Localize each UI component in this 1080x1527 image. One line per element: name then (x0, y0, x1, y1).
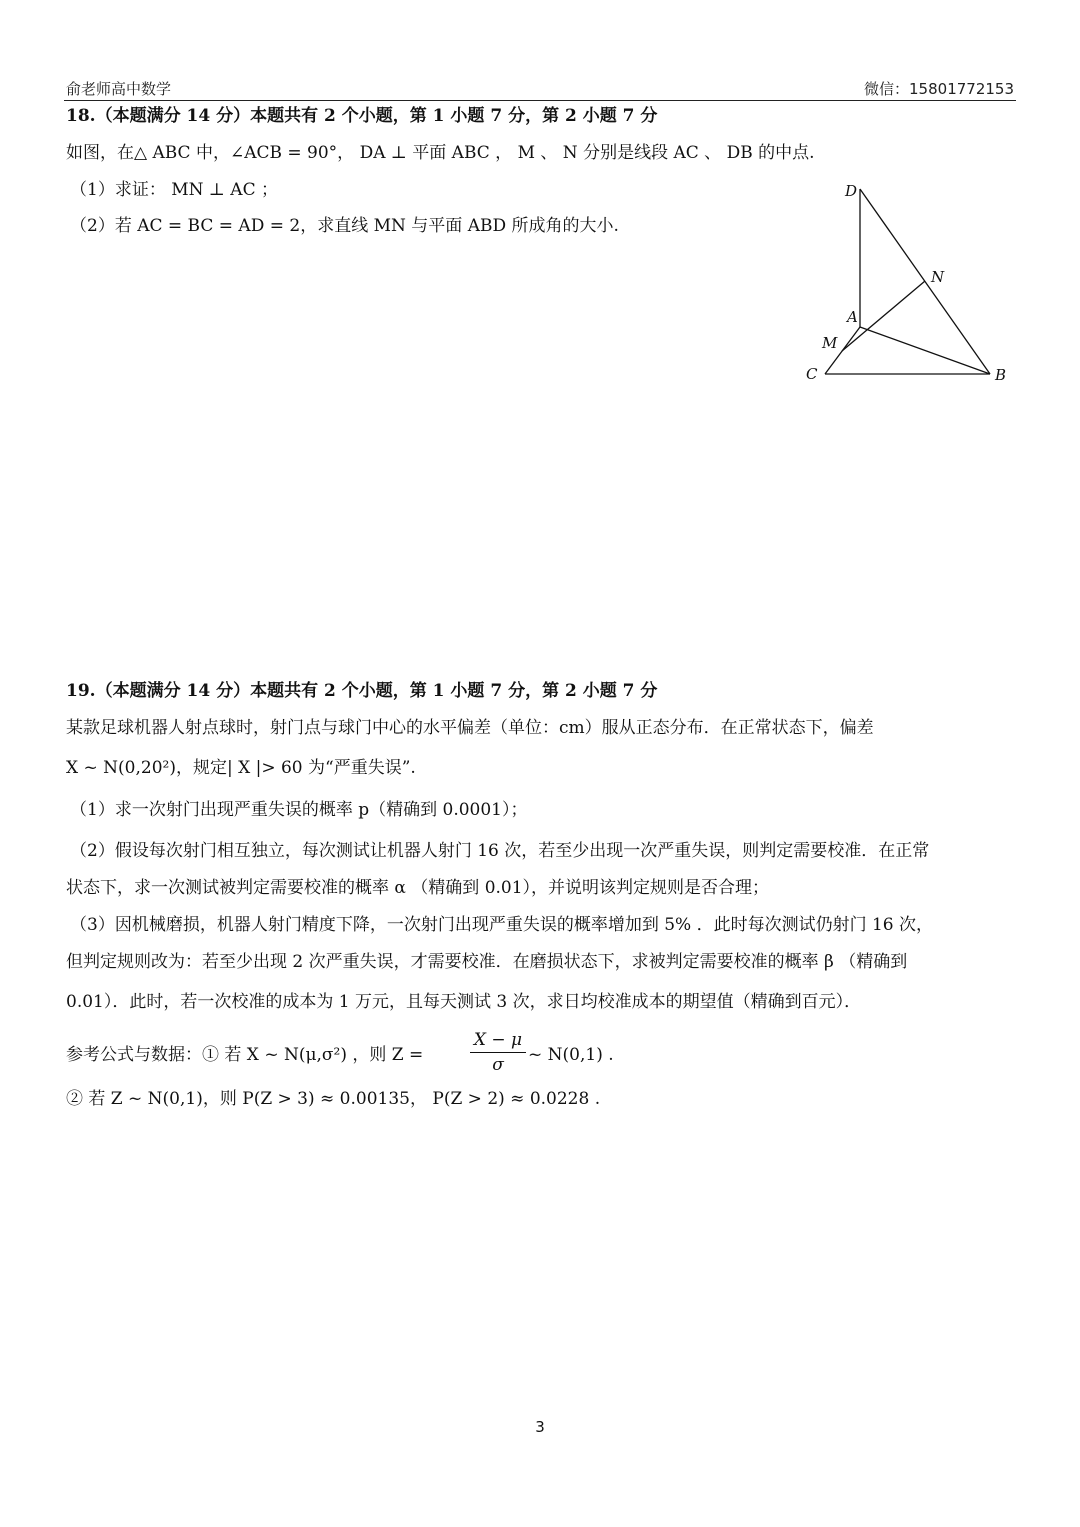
q19-ref1-post: ~ N(0,1) . (528, 1045, 614, 1065)
q18-part1: （1）求证： MN ⊥ AC ； (70, 180, 278, 200)
q19-stem-line1: 某款足球机器人射点球时，射门点与球门中心的水平偏差（单位：cm）服从正态分布．在正常状态下，偏差 (66, 718, 874, 738)
q19-ref1-fraction (470, 1030, 526, 1075)
q19-part2-line2: 状态下，求一次测试被判定需要校准的概率 α （精确到 0.01），并说明该判定规则是否合理； (66, 878, 770, 898)
q19-part1: （1）求一次射门出现严重失误的概率 p（精确到 0.0001）； (70, 800, 528, 820)
q19-ref1-numerator: X − μ (473, 1030, 523, 1050)
header-left: 俞老师高中数学 (66, 80, 172, 98)
q19-part3-line1: （3）因机械磨损，机器人射门精度下降，一次射门出现严重失误的概率增加到 5% ．此时每次测试仍射门 16 次， (70, 915, 934, 935)
q18-figure (800, 175, 1020, 390)
label-A: A (847, 308, 858, 326)
q19-stem-line2: X ~ N(0,20²)，规定| X |> 60 为“严重失误”. (66, 758, 416, 778)
q19-ref1-denominator: σ (492, 1055, 504, 1075)
q18-title: 18.（本题满分 14 分）本题共有 2 个小题，第 1 小题 7 分，第 2 小题 7 分 (66, 106, 658, 126)
label-M: M (822, 334, 838, 352)
q19-part2-line1: （2）假设每次射门相互独立，每次测试让机器人射门 16 次，若至少出现一次严重失误，则判定需要校准．在正常 (70, 841, 930, 861)
label-B: B (995, 366, 1007, 384)
label-N: N (931, 268, 945, 286)
fraction-bar (470, 1052, 526, 1053)
q19-part3-line2: 但判定规则改为：若至少出现 2 次严重失误，才需要校准．在磨损状态下，求被判定需要校准的概率 β （精确到 (66, 952, 908, 972)
q19-ref2: ② 若 Z ~ N(0,1)，则 P(Z > 3) ≈ 0.00135， P(Z > 2) ≈ 0.0228 . (66, 1089, 601, 1109)
label-C: C (806, 365, 818, 383)
edge-AB (860, 327, 990, 374)
page-number: 3 (535, 1418, 545, 1436)
label-D: D (845, 182, 858, 200)
q18-stem: 如图，在△ ABC 中，∠ACB = 90°， DA ⊥ 平面 ABC ， M 、 N 分别是线段 AC 、 DB 的中点. (66, 143, 815, 163)
q18-part2: （2）若 AC = BC = AD = 2，求直线 MN 与平面 ABD 所成角的大小. (70, 216, 619, 236)
q19-part3-line3: 0.01）．此时，若一次校准的成本为 1 万元，且每天测试 3 次，求日均校准成本的期望值（精确到百元）． (66, 992, 862, 1012)
q19-title: 19.（本题满分 14 分）本题共有 2 个小题，第 1 小题 7 分，第 2 小题 7 分 (66, 681, 658, 701)
q19-ref1-pre: 参考公式与数据：① 若 X ~ N(μ,σ²) ，则 Z = (66, 1045, 424, 1065)
header-divider (64, 100, 1016, 101)
header-right: 微信：15801772153 (864, 80, 1014, 98)
